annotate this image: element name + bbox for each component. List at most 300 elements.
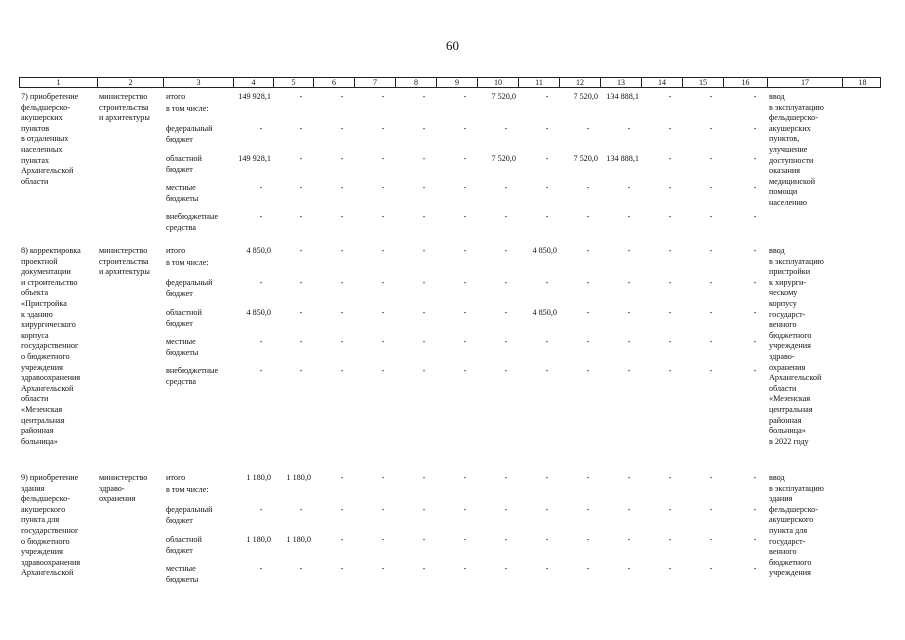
sub-label-regional: бюджет bbox=[166, 545, 193, 555]
dash-col-7: - bbox=[381, 308, 385, 317]
dash-col-4: - bbox=[259, 183, 263, 192]
row-7-result-line: населению bbox=[769, 198, 807, 207]
dash-col-7: - bbox=[381, 473, 385, 482]
value-col-11: 4 850,0 bbox=[532, 308, 557, 317]
dash-col-12: - bbox=[586, 564, 590, 573]
dash-col-5: - bbox=[299, 308, 303, 317]
row-8-executor-line: строительства bbox=[99, 256, 149, 266]
dash-col-10: - bbox=[504, 246, 508, 255]
row-9-result-line: ввод bbox=[769, 473, 785, 482]
row-8-result-line: бюджетного bbox=[769, 330, 812, 340]
dash-col-16: - bbox=[753, 564, 757, 573]
dash-col-9: - bbox=[463, 124, 467, 133]
dash-col-16: - bbox=[753, 366, 757, 375]
dash-col-16: - bbox=[753, 535, 757, 544]
dash-col-13: - bbox=[627, 337, 631, 346]
dash-col-9: - bbox=[463, 337, 467, 346]
sub-label-extra: средства bbox=[166, 222, 197, 232]
sub-label-federal: федеральный bbox=[166, 505, 213, 514]
row-8-name-line: больница» bbox=[21, 436, 58, 446]
dash-col-16: - bbox=[753, 92, 757, 101]
dash-col-16: - bbox=[753, 505, 757, 514]
row-8-name-line: документации bbox=[21, 267, 71, 277]
row-8-name-line: и строительство bbox=[21, 277, 78, 287]
dash-col-7: - bbox=[381, 92, 385, 101]
value-col-5: 1 180,0 bbox=[286, 535, 311, 544]
dash-col-4: - bbox=[259, 337, 263, 346]
dash-col-6: - bbox=[340, 337, 344, 346]
row-8-result-line: венного bbox=[769, 320, 797, 330]
dash-col-9: - bbox=[463, 564, 467, 573]
value-col-13: 134 888,1 bbox=[606, 92, 639, 101]
row-7-name-line: пунктах bbox=[21, 155, 50, 165]
row-9-result-line: акушерского bbox=[769, 515, 814, 525]
dash-col-16: - bbox=[753, 212, 757, 221]
row-8-name-line: районная bbox=[21, 426, 54, 436]
dash-col-12: - bbox=[586, 183, 590, 192]
dash-col-15: - bbox=[709, 564, 713, 573]
dash-col-12: - bbox=[586, 505, 590, 514]
sub-label-regional: бюджет bbox=[166, 318, 193, 328]
row-7-result-line: помощи bbox=[769, 187, 798, 197]
dash-col-10: - bbox=[504, 535, 508, 544]
dash-col-13: - bbox=[627, 212, 631, 221]
row-9-executor-line: охранения bbox=[99, 494, 136, 504]
row-9-result-line: учреждения bbox=[769, 568, 811, 578]
column-header-2: 2 bbox=[98, 78, 164, 87]
row-8-result-line: центральная bbox=[769, 405, 813, 414]
row-7-result-line: доступности bbox=[769, 155, 814, 165]
dash-col-13: - bbox=[627, 124, 631, 133]
sub-label-local: местные bbox=[166, 337, 196, 346]
row-9-name-line: акушерского bbox=[21, 504, 66, 514]
dash-col-5: - bbox=[299, 212, 303, 221]
column-header-11: 11 bbox=[519, 78, 560, 87]
dash-col-10: - bbox=[504, 124, 508, 133]
dash-col-11: - bbox=[545, 278, 549, 287]
dash-col-4: - bbox=[259, 124, 263, 133]
column-header-18: 18 bbox=[858, 78, 867, 87]
row-7-result-line: в эксплуатацию bbox=[769, 102, 824, 112]
row-8-result-line: больница» bbox=[769, 426, 806, 436]
column-header-9: 9 bbox=[437, 78, 478, 87]
row-8-name-line: корпуса bbox=[21, 330, 49, 340]
row-8-result-line: к хирурги- bbox=[769, 277, 807, 287]
sub-label-extra: внебюджетные bbox=[166, 212, 219, 221]
row-7-executor-line: министерство bbox=[99, 92, 148, 101]
column-header-13: 13 bbox=[601, 78, 642, 87]
row-8-result-line: «Мезенская bbox=[769, 394, 811, 404]
dash-col-14: - bbox=[668, 564, 672, 573]
dash-col-4: - bbox=[259, 564, 263, 573]
dash-col-12: - bbox=[586, 278, 590, 287]
row-7-result-line: пунктов, bbox=[769, 134, 800, 144]
dash-col-12: - bbox=[586, 535, 590, 544]
dash-col-6: - bbox=[340, 92, 344, 101]
dash-col-5: - bbox=[299, 337, 303, 346]
column-header-12: 12 bbox=[560, 78, 601, 87]
dash-col-9: - bbox=[463, 246, 467, 255]
dash-col-10: - bbox=[504, 366, 508, 375]
dash-col-11: - bbox=[545, 212, 549, 221]
dash-col-14: - bbox=[668, 124, 672, 133]
dash-col-14: - bbox=[668, 154, 672, 163]
row-7-name-line: пунктов bbox=[21, 123, 50, 133]
dash-col-15: - bbox=[709, 124, 713, 133]
row-8-result-line: Архангельской bbox=[769, 373, 822, 383]
row-8-result-line: ческому bbox=[769, 288, 798, 298]
dash-col-13: - bbox=[627, 564, 631, 573]
dash-col-7: - bbox=[381, 124, 385, 133]
dash-col-7: - bbox=[381, 154, 385, 163]
row-9-result-line: государст- bbox=[769, 536, 806, 546]
dash-col-6: - bbox=[340, 124, 344, 133]
row-8-result-line: пристройки bbox=[769, 267, 811, 277]
row-9-name-line: о бюджетного bbox=[21, 536, 70, 546]
dash-col-14: - bbox=[668, 92, 672, 101]
sub-label-federal: федеральный bbox=[166, 278, 213, 287]
column-header-1: 1 bbox=[20, 78, 98, 87]
row-8-name-line: Архангельской bbox=[21, 383, 74, 393]
row-7-executor-line: и архитектуры bbox=[99, 113, 150, 123]
column-header-6: 6 bbox=[314, 78, 355, 87]
dash-col-11: - bbox=[545, 366, 549, 375]
dash-col-13: - bbox=[627, 366, 631, 375]
dash-col-9: - bbox=[463, 366, 467, 375]
dash-col-9: - bbox=[463, 308, 467, 317]
dash-col-8: - bbox=[422, 535, 426, 544]
value-col-13: 134 888,1 bbox=[606, 154, 639, 163]
row-7-name-line: области bbox=[21, 176, 49, 186]
dash-col-5: - bbox=[299, 366, 303, 375]
column-header-8: 8 bbox=[396, 78, 437, 87]
sub-label-federal: бюджет bbox=[166, 288, 193, 298]
sub-label-local: местные bbox=[166, 183, 196, 192]
row-7-executor-line: строительства bbox=[99, 102, 149, 112]
dash-col-11: - bbox=[545, 337, 549, 346]
row-7-result-line: фельдшерско- bbox=[769, 113, 818, 123]
dash-col-6: - bbox=[340, 278, 344, 287]
dash-col-15: - bbox=[709, 535, 713, 544]
sub-label-local: бюджеты bbox=[166, 193, 199, 203]
dash-col-9: - bbox=[463, 473, 467, 482]
value-col-10: 7 520,0 bbox=[491, 92, 516, 101]
dash-col-10: - bbox=[504, 337, 508, 346]
sub-label-extra: средства bbox=[166, 376, 197, 386]
row-7-name-line: населенных bbox=[21, 145, 63, 154]
dash-col-11: - bbox=[545, 473, 549, 482]
value-col-5: 1 180,0 bbox=[286, 473, 311, 482]
dash-col-5: - bbox=[299, 278, 303, 287]
dash-col-13: - bbox=[627, 278, 631, 287]
dash-col-15: - bbox=[709, 366, 713, 375]
value-col-4: 1 180,0 bbox=[246, 473, 271, 482]
dash-col-15: - bbox=[709, 212, 713, 221]
dash-col-14: - bbox=[668, 308, 672, 317]
row-7-name-line: 7) приобретение bbox=[21, 92, 79, 101]
dash-col-7: - bbox=[381, 337, 385, 346]
dash-col-8: - bbox=[422, 183, 426, 192]
dash-col-12: - bbox=[586, 366, 590, 375]
dash-col-6: - bbox=[340, 183, 344, 192]
sub-label-regional: областной bbox=[166, 535, 202, 544]
dash-col-6: - bbox=[340, 564, 344, 573]
row-8-name-line: о бюджетного bbox=[21, 352, 70, 361]
row-8-result-line: корпусу bbox=[769, 299, 797, 308]
dash-col-9: - bbox=[463, 92, 467, 101]
row-8-name-line: «Мезенская bbox=[21, 405, 63, 414]
dash-col-9: - bbox=[463, 505, 467, 514]
dash-col-5: - bbox=[299, 564, 303, 573]
dash-col-7: - bbox=[381, 564, 385, 573]
dash-col-14: - bbox=[668, 366, 672, 375]
dash-col-8: - bbox=[422, 124, 426, 133]
row-8-result-line: области bbox=[769, 383, 797, 393]
dash-col-11: - bbox=[545, 154, 549, 163]
row-7-name-line: фельдшерско- bbox=[21, 102, 70, 112]
dash-col-6: - bbox=[340, 308, 344, 317]
dash-col-16: - bbox=[753, 124, 757, 133]
dash-col-11: - bbox=[545, 92, 549, 101]
sub-label-local: местные bbox=[166, 564, 196, 573]
row-8-result-line: охранения bbox=[769, 362, 806, 372]
dash-col-7: - bbox=[381, 278, 385, 287]
value-col-4: 149 928,1 bbox=[238, 154, 271, 163]
value-col-11: 4 850,0 bbox=[532, 246, 557, 255]
row-7-name-line: Архангельской bbox=[21, 166, 74, 176]
dash-col-16: - bbox=[753, 246, 757, 255]
dash-col-8: - bbox=[422, 564, 426, 573]
dash-col-16: - bbox=[753, 308, 757, 317]
row-8-name-line: центральная bbox=[21, 415, 65, 425]
value-col-10: 7 520,0 bbox=[491, 154, 516, 163]
dash-col-15: - bbox=[709, 278, 713, 287]
dash-col-16: - bbox=[753, 278, 757, 287]
row-8-name-line: хирургического bbox=[21, 320, 76, 330]
row-8-result-line: ввод bbox=[769, 246, 785, 255]
row-7-name-line: в отдаленных bbox=[21, 134, 69, 144]
dash-col-12: - bbox=[586, 473, 590, 482]
column-header-14: 14 bbox=[642, 78, 683, 87]
dash-col-11: - bbox=[545, 564, 549, 573]
dash-col-15: - bbox=[709, 246, 713, 255]
row-9-result-line: фельдшерско- bbox=[769, 504, 818, 514]
dash-col-7: - bbox=[381, 212, 385, 221]
dash-col-8: - bbox=[422, 246, 426, 255]
row-9-name-line: 9) приобретение bbox=[21, 473, 79, 482]
column-header-3: 3 bbox=[164, 78, 234, 87]
dash-col-15: - bbox=[709, 337, 713, 346]
dash-col-4: - bbox=[259, 366, 263, 375]
row-8-name-line: 8) корректировка bbox=[21, 246, 81, 255]
dash-col-6: - bbox=[340, 535, 344, 544]
dash-col-13: - bbox=[627, 505, 631, 514]
dash-col-8: - bbox=[422, 308, 426, 317]
row-7-result-line: оказания bbox=[769, 166, 800, 176]
dash-col-6: - bbox=[340, 212, 344, 221]
dash-col-16: - bbox=[753, 473, 757, 482]
value-col-4: 4 850,0 bbox=[246, 308, 271, 317]
row-9-name-line: здравоохранения bbox=[21, 557, 81, 567]
sub-label-federal: федеральный bbox=[166, 124, 213, 133]
row-7-name-line: акушерских bbox=[21, 113, 63, 123]
row-8-result-line: районная bbox=[769, 415, 802, 425]
dash-col-4: - bbox=[259, 278, 263, 287]
dash-col-6: - bbox=[340, 246, 344, 255]
dash-col-14: - bbox=[668, 278, 672, 287]
dash-col-8: - bbox=[422, 337, 426, 346]
dash-col-6: - bbox=[340, 154, 344, 163]
sub-label-total: итого bbox=[166, 473, 186, 482]
column-header-4: 4 bbox=[234, 78, 274, 87]
dash-col-6: - bbox=[340, 366, 344, 375]
dash-col-10: - bbox=[504, 212, 508, 221]
dash-col-13: - bbox=[627, 308, 631, 317]
dash-col-10: - bbox=[504, 278, 508, 287]
dash-col-15: - bbox=[709, 154, 713, 163]
sub-label-regional: бюджет bbox=[166, 164, 193, 174]
dash-col-5: - bbox=[299, 154, 303, 163]
sub-label-local: бюджеты bbox=[166, 347, 199, 357]
row-9-result-line: в эксплуатацию bbox=[769, 483, 824, 493]
dash-col-13: - bbox=[627, 473, 631, 482]
dash-col-10: - bbox=[504, 308, 508, 317]
dash-col-8: - bbox=[422, 278, 426, 287]
row-9-name-line: учреждения bbox=[21, 547, 63, 557]
dash-col-14: - bbox=[668, 183, 672, 192]
dash-col-8: - bbox=[422, 473, 426, 482]
row-8-executor-line: и архитектуры bbox=[99, 267, 150, 277]
dash-col-14: - bbox=[668, 505, 672, 514]
dash-col-14: - bbox=[668, 246, 672, 255]
dash-col-15: - bbox=[709, 473, 713, 482]
dash-col-7: - bbox=[381, 246, 385, 255]
dash-col-16: - bbox=[753, 183, 757, 192]
column-header-5: 5 bbox=[274, 78, 314, 87]
column-header-7: 7 bbox=[355, 78, 396, 87]
row-8-executor-line: министерство bbox=[99, 246, 148, 255]
dash-col-14: - bbox=[668, 535, 672, 544]
dash-col-16: - bbox=[753, 337, 757, 346]
dash-col-8: - bbox=[422, 154, 426, 163]
row-9-result-line: венного bbox=[769, 547, 797, 557]
dash-col-11: - bbox=[545, 183, 549, 192]
sub-label-federal: бюджет bbox=[166, 134, 193, 144]
dash-col-12: - bbox=[586, 212, 590, 221]
row-9-executor-line: здраво- bbox=[99, 483, 125, 493]
sub-label-including: в том числе: bbox=[166, 104, 209, 113]
row-9-name-line: здания bbox=[21, 483, 45, 493]
sub-label-regional: областной bbox=[166, 308, 202, 317]
row-8-name-line: области bbox=[21, 394, 49, 404]
dash-col-15: - bbox=[709, 505, 713, 514]
row-8-name-line: проектной bbox=[21, 256, 58, 266]
column-header-15: 15 bbox=[683, 78, 724, 87]
dash-col-10: - bbox=[504, 473, 508, 482]
dash-col-7: - bbox=[381, 183, 385, 192]
sub-label-including: в том числе: bbox=[166, 485, 209, 494]
row-9-name-line: фельдшерско- bbox=[21, 494, 70, 504]
value-col-12: 7 520,0 bbox=[573, 92, 598, 101]
value-col-4: 1 180,0 bbox=[246, 535, 271, 544]
dash-col-5: - bbox=[299, 124, 303, 133]
dash-col-4: - bbox=[259, 505, 263, 514]
row-8-result-line: государст- bbox=[769, 309, 806, 319]
dash-col-10: - bbox=[504, 183, 508, 192]
dash-col-16: - bbox=[753, 154, 757, 163]
sub-label-total: итого bbox=[166, 246, 186, 255]
dash-col-12: - bbox=[586, 246, 590, 255]
dash-col-8: - bbox=[422, 366, 426, 375]
row-8-result-line: учреждения bbox=[769, 341, 811, 351]
value-col-4: 149 928,1 bbox=[238, 92, 271, 101]
dash-col-15: - bbox=[709, 183, 713, 192]
dash-col-9: - bbox=[463, 212, 467, 221]
dash-col-6: - bbox=[340, 505, 344, 514]
dash-col-5: - bbox=[299, 246, 303, 255]
value-col-12: 7 520,0 bbox=[573, 154, 598, 163]
row-7-result-line: ввод bbox=[769, 92, 785, 101]
dash-col-13: - bbox=[627, 183, 631, 192]
row-8-name-line: здравоохранения bbox=[21, 373, 81, 383]
column-header-10: 10 bbox=[478, 78, 519, 87]
dash-col-11: - bbox=[545, 505, 549, 514]
dash-col-6: - bbox=[340, 473, 344, 482]
sub-label-federal: бюджет bbox=[166, 515, 193, 525]
dash-col-10: - bbox=[504, 505, 508, 514]
row-8-name-line: к зданию bbox=[21, 309, 53, 319]
dash-col-11: - bbox=[545, 535, 549, 544]
sub-label-total: итого bbox=[166, 92, 186, 101]
column-header-17: 17 bbox=[768, 78, 843, 87]
dash-col-9: - bbox=[463, 278, 467, 287]
dash-col-15: - bbox=[709, 92, 713, 101]
dash-col-5: - bbox=[299, 183, 303, 192]
dash-col-7: - bbox=[381, 366, 385, 375]
row-8-name-line: объекта bbox=[21, 288, 49, 298]
sub-label-local: бюджеты bbox=[166, 574, 199, 584]
dash-col-8: - bbox=[422, 92, 426, 101]
sub-label-regional: областной bbox=[166, 154, 202, 163]
dash-col-15: - bbox=[709, 308, 713, 317]
dash-col-8: - bbox=[422, 505, 426, 514]
row-8-result-line: здраво- bbox=[769, 352, 795, 361]
column-number-header bbox=[19, 77, 881, 88]
row-7-result-line: акушерских bbox=[769, 123, 811, 133]
row-8-result-line: в 2022 году bbox=[769, 436, 809, 446]
dash-col-12: - bbox=[586, 308, 590, 317]
row-9-name-line: пункта для bbox=[21, 515, 60, 525]
row-9-name-line: Архангельской bbox=[21, 568, 74, 578]
column-header-16: 16 bbox=[724, 78, 768, 87]
sub-label-including: в том числе: bbox=[166, 258, 209, 267]
row-9-result-line: бюджетного bbox=[769, 557, 812, 567]
dash-col-8: - bbox=[422, 212, 426, 221]
row-7-result-line: медицинской bbox=[769, 176, 816, 186]
row-8-name-line: учреждения bbox=[21, 362, 63, 372]
row-8-name-line: государственног bbox=[21, 341, 79, 351]
dash-col-12: - bbox=[586, 124, 590, 133]
page-number: 60 bbox=[446, 38, 459, 53]
dash-col-13: - bbox=[627, 246, 631, 255]
dash-col-5: - bbox=[299, 505, 303, 514]
row-9-result-line: здания bbox=[769, 494, 793, 504]
dash-col-11: - bbox=[545, 124, 549, 133]
dash-col-14: - bbox=[668, 337, 672, 346]
dash-col-9: - bbox=[463, 535, 467, 544]
sub-label-extra: внебюджетные bbox=[166, 366, 219, 375]
dash-col-9: - bbox=[463, 183, 467, 192]
